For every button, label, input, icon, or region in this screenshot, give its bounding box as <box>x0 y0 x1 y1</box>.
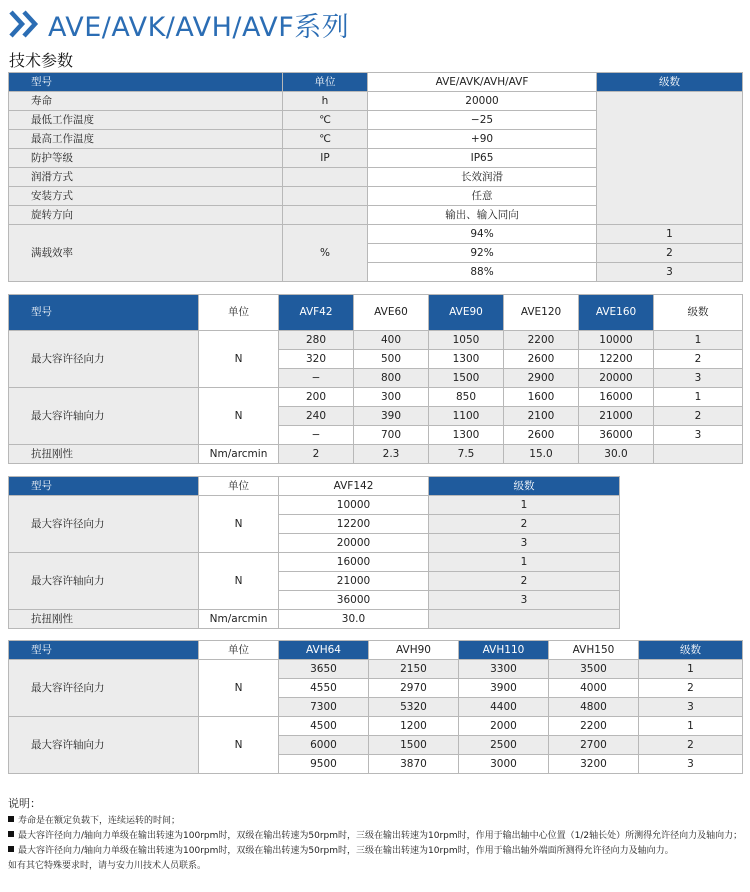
value-cell: 92% <box>368 244 597 263</box>
notes-heading: 说明： <box>8 797 41 810</box>
page-title: AVE/AVK/AVH/AVF系列 <box>48 11 350 43</box>
value-cell: 1050 <box>429 331 504 350</box>
col-header: 单位 <box>199 477 279 496</box>
col-header: AVH90 <box>369 641 459 660</box>
level-cell: 1 <box>639 717 743 736</box>
force-table-ave <box>8 294 743 464</box>
row-label: 最大容许轴向力 <box>9 717 199 774</box>
note-item: 最大容许径向力/轴向力单级在输出转速为100rpm时，双级在输出转速为50rpm时，三级在输出转速为10rpm时，作用于输出轴外端面所测得允许径向力及轴向力。 <box>8 844 742 859</box>
col-header: 级数 <box>429 477 620 496</box>
section-subtitle: 技术参数 <box>9 51 74 70</box>
value-cell: 3200 <box>549 755 639 774</box>
unit-cell: N <box>199 496 279 553</box>
value-cell: 2150 <box>369 660 459 679</box>
unit-cell: % <box>283 225 368 282</box>
value-cell: 280 <box>279 331 354 350</box>
value-cell: −25 <box>368 111 597 130</box>
row-label: 最高工作温度 <box>9 130 283 149</box>
value-cell: 3900 <box>459 679 549 698</box>
row-label: 最大容许径向力 <box>9 496 199 553</box>
value-cell: 400 <box>354 331 429 350</box>
value-cell: 10000 <box>579 331 654 350</box>
spec-table-general <box>8 72 743 282</box>
value-cell: 700 <box>354 426 429 445</box>
value-cell: 4550 <box>279 679 369 698</box>
header <box>8 6 349 42</box>
value-cell: 2200 <box>549 717 639 736</box>
level-cell: 1 <box>639 660 743 679</box>
value-cell: 390 <box>354 407 429 426</box>
row-label: 最大容许轴向力 <box>9 388 199 445</box>
level-cell: 3 <box>654 369 743 388</box>
value-cell: 240 <box>279 407 354 426</box>
level-cell: 3 <box>639 698 743 717</box>
level-cell: 1 <box>654 388 743 407</box>
value-cell: 200 <box>279 388 354 407</box>
unit-cell: N <box>199 717 279 774</box>
value-cell: 3650 <box>279 660 369 679</box>
value-cell: − <box>279 426 354 445</box>
value-cell: 500 <box>354 350 429 369</box>
level-cell: 2 <box>639 736 743 755</box>
col-header: 型号 <box>9 73 283 92</box>
value-cell: 16000 <box>279 553 429 572</box>
value-cell: 36000 <box>579 426 654 445</box>
value-cell: 1100 <box>429 407 504 426</box>
value-cell: 4000 <box>549 679 639 698</box>
unit-cell: ℃ <box>283 111 368 130</box>
note-item: 寿命是在额定负载下，连续运转的时间； <box>8 814 742 829</box>
unit-cell: h <box>283 92 368 111</box>
unit-cell: ℃ <box>283 130 368 149</box>
level-cell: 2 <box>654 407 743 426</box>
row-label: 寿命 <box>9 92 283 111</box>
row-label: 润滑方式 <box>9 168 283 187</box>
value-cell: 2970 <box>369 679 459 698</box>
row-label: 最大容许轴向力 <box>9 553 199 610</box>
row-label: 抗扭刚性 <box>9 610 199 629</box>
unit-cell: Nm/arcmin <box>199 610 279 629</box>
value-cell: 2000 <box>459 717 549 736</box>
value-cell: 30.0 <box>579 445 654 464</box>
col-header: AVF142 <box>279 477 429 496</box>
row-label: 满载效率 <box>9 225 283 282</box>
level-cell: 3 <box>429 591 620 610</box>
col-header: 单位 <box>199 295 279 331</box>
value-cell: 1200 <box>369 717 459 736</box>
value-cell: 3500 <box>549 660 639 679</box>
col-header: AVE90 <box>429 295 504 331</box>
level-cell: 2 <box>639 679 743 698</box>
value-cell: 2600 <box>504 426 579 445</box>
value-cell: 2200 <box>504 331 579 350</box>
value-cell: 20000 <box>279 534 429 553</box>
value-cell: 2100 <box>504 407 579 426</box>
unit-cell: N <box>199 553 279 610</box>
unit-cell: N <box>199 388 279 445</box>
col-header: AVH150 <box>549 641 639 660</box>
value-cell: 20000 <box>579 369 654 388</box>
row-label: 最低工作温度 <box>9 111 283 130</box>
col-header: 型号 <box>9 477 199 496</box>
value-cell: 30.0 <box>279 610 429 629</box>
value-cell: 3300 <box>459 660 549 679</box>
level-cell: 2 <box>429 572 620 591</box>
value-cell: 6000 <box>279 736 369 755</box>
unit-cell: N <box>199 331 279 388</box>
value-cell: 1600 <box>504 388 579 407</box>
value-cell: 输出、输入同向 <box>368 206 597 225</box>
value-cell: 1300 <box>429 350 504 369</box>
note-item: 最大容许径向力/轴向力单级在输出转速为100rpm时，双级在输出转速为50rpm时，三级在输出转速为10rpm时，作用于输出轴中心位置（1/2轴长处）所测得允许径向力及轴向力； <box>8 829 742 844</box>
level-cell: 2 <box>654 350 743 369</box>
value-cell: 850 <box>429 388 504 407</box>
col-header: AVE/AVK/AVH/AVF <box>368 73 597 92</box>
blank-cell <box>654 445 743 464</box>
value-cell: 21000 <box>579 407 654 426</box>
value-cell: 3000 <box>459 755 549 774</box>
col-header: AVH64 <box>279 641 369 660</box>
level-cell: 2 <box>597 244 743 263</box>
level-cell: 3 <box>654 426 743 445</box>
col-header: 级数 <box>654 295 743 331</box>
value-cell: 4500 <box>279 717 369 736</box>
value-cell: 2600 <box>504 350 579 369</box>
value-cell: 800 <box>354 369 429 388</box>
col-header: AVF42 <box>279 295 354 331</box>
col-header: 型号 <box>9 295 199 331</box>
level-cell: 3 <box>429 534 620 553</box>
value-cell: 9500 <box>279 755 369 774</box>
row-label: 最大容许径向力 <box>9 331 199 388</box>
col-header: 单位 <box>283 73 368 92</box>
value-cell: 任意 <box>368 187 597 206</box>
row-label: 抗扭刚性 <box>9 445 199 464</box>
value-cell: 长效润滑 <box>368 168 597 187</box>
value-cell: 7300 <box>279 698 369 717</box>
value-cell: 3870 <box>369 755 459 774</box>
col-header: AVE160 <box>579 295 654 331</box>
row-label: 旋转方向 <box>9 206 283 225</box>
value-cell: 2 <box>279 445 354 464</box>
row-label: 最大容许径向力 <box>9 660 199 717</box>
col-header: 单位 <box>199 641 279 660</box>
value-cell: 4800 <box>549 698 639 717</box>
unit-cell <box>283 168 368 187</box>
value-cell: 12200 <box>579 350 654 369</box>
col-header: AVH110 <box>459 641 549 660</box>
value-cell: 88% <box>368 263 597 282</box>
row-label: 防护等级 <box>9 149 283 168</box>
value-cell: 4400 <box>459 698 549 717</box>
notes <box>8 796 742 874</box>
force-table-avf142 <box>8 476 620 629</box>
level-cell: 3 <box>597 263 743 282</box>
value-cell: 7.5 <box>429 445 504 464</box>
square-bullet-icon <box>8 816 14 822</box>
unit-cell <box>283 187 368 206</box>
value-cell: 1300 <box>429 426 504 445</box>
value-cell: 94% <box>368 225 597 244</box>
value-cell: 1500 <box>369 736 459 755</box>
value-cell: 16000 <box>579 388 654 407</box>
value-cell: 12200 <box>279 515 429 534</box>
unit-cell <box>283 206 368 225</box>
unit-cell: Nm/arcmin <box>199 445 279 464</box>
value-cell: 2.3 <box>354 445 429 464</box>
value-cell: 320 <box>279 350 354 369</box>
value-cell: +90 <box>368 130 597 149</box>
value-cell: 1500 <box>429 369 504 388</box>
level-cell: 2 <box>429 515 620 534</box>
value-cell: 5320 <box>369 698 459 717</box>
note-footer: 如有其它特殊要求时，请与安力川技术人员联系。 <box>8 861 207 871</box>
level-cell: 3 <box>639 755 743 774</box>
value-cell: 10000 <box>279 496 429 515</box>
level-cell: 1 <box>429 496 620 515</box>
col-header: 级数 <box>597 73 743 92</box>
col-header: 型号 <box>9 641 199 660</box>
value-cell: 15.0 <box>504 445 579 464</box>
level-cell: 1 <box>654 331 743 350</box>
value-cell: 2700 <box>549 736 639 755</box>
level-cell: 1 <box>597 225 743 244</box>
level-cell: 1 <box>429 553 620 572</box>
unit-cell: IP <box>283 149 368 168</box>
value-cell: − <box>279 369 354 388</box>
blank-cell <box>429 610 620 629</box>
unit-cell: N <box>199 660 279 717</box>
row-label: 安装方式 <box>9 187 283 206</box>
value-cell: 2900 <box>504 369 579 388</box>
value-cell: IP65 <box>368 149 597 168</box>
square-bullet-icon <box>8 846 14 852</box>
value-cell: 36000 <box>279 591 429 610</box>
value-cell: 2500 <box>459 736 549 755</box>
double-chevron-icon <box>8 9 42 39</box>
col-header: 级数 <box>639 641 743 660</box>
square-bullet-icon <box>8 831 14 837</box>
col-header: AVE120 <box>504 295 579 331</box>
blank-level-cell <box>597 92 743 225</box>
value-cell: 21000 <box>279 572 429 591</box>
col-header: AVE60 <box>354 295 429 331</box>
value-cell: 20000 <box>368 92 597 111</box>
value-cell: 300 <box>354 388 429 407</box>
force-table-avh <box>8 640 743 774</box>
